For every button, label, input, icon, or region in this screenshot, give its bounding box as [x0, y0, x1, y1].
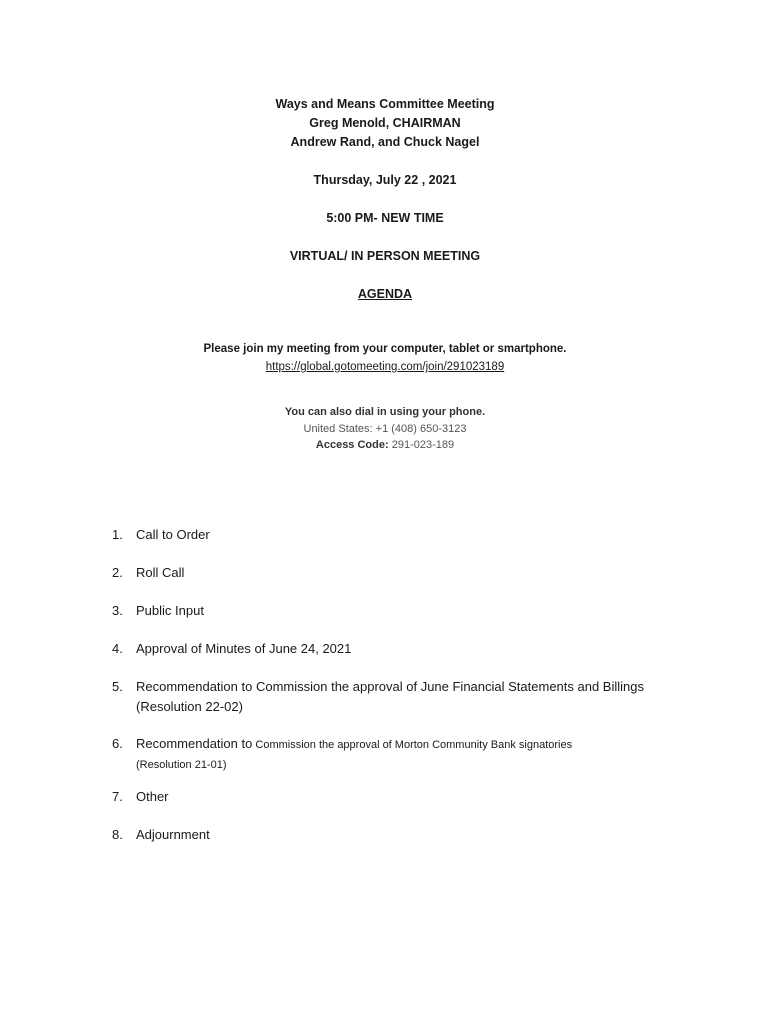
item-number: 8.	[112, 827, 123, 842]
phone-number: United States: +1 (408) 650-3123	[303, 422, 467, 435]
item-text: Public Input	[136, 603, 204, 618]
meeting-header	[0, 95, 770, 304]
item-number: 4.	[112, 641, 123, 656]
item-resolution: (Resolution 22-02)	[136, 698, 243, 714]
item-text: Adjournment	[136, 827, 210, 842]
item-main-text: Recommendation to Commission the approval of June Financial Statements and Billings	[136, 679, 644, 694]
meeting-type: VIRTUAL/ IN PERSON MEETING	[289, 249, 481, 263]
access-code-label: Access Code:	[315, 439, 389, 451]
item-number: 1.	[112, 527, 123, 542]
members-line: Andrew Rand, and Chuck Nagel	[290, 135, 480, 149]
meeting-title: Ways and Means Committee Meeting	[275, 97, 495, 111]
item-text	[136, 677, 692, 716]
item-text	[136, 734, 692, 775]
item-text: Approval of Minutes of June 24, 2021	[136, 641, 352, 656]
dial-text: You can also dial in using your phone.	[284, 406, 486, 418]
item-resolution: (Resolution 21-01)	[136, 758, 227, 771]
item-number: 3.	[112, 603, 123, 618]
access-code-value: 291-023-189	[388, 439, 455, 451]
join-text: Please join my meeting from your computer, tablet or smartphone.	[203, 343, 567, 355]
item-text: Roll Call	[136, 565, 185, 580]
item-number: 5.	[112, 679, 123, 694]
agenda-heading: AGENDA	[357, 287, 413, 301]
item-number: 6.	[112, 736, 123, 751]
meeting-date: Thursday, July 22 , 2021	[313, 173, 457, 187]
access-code-line	[0, 437, 770, 454]
meeting-time: 5:00 PM- NEW TIME	[326, 211, 444, 225]
item-text: Other	[136, 789, 169, 804]
item-number: 7.	[112, 789, 123, 804]
dial-instructions	[0, 404, 770, 454]
join-instructions	[0, 340, 770, 376]
chairman-line: Greg Menold, CHAIRMAN	[309, 116, 461, 130]
item-number: 2.	[112, 565, 123, 580]
item-text: Call to Order	[136, 527, 210, 542]
item-lead-text: Recommendation to	[136, 736, 253, 751]
item-rest-text: Commission the approval of Morton Community Bank signatories	[252, 739, 573, 751]
meeting-link[interactable]: https://global.gotomeeting.com/join/291023189	[265, 361, 505, 373]
